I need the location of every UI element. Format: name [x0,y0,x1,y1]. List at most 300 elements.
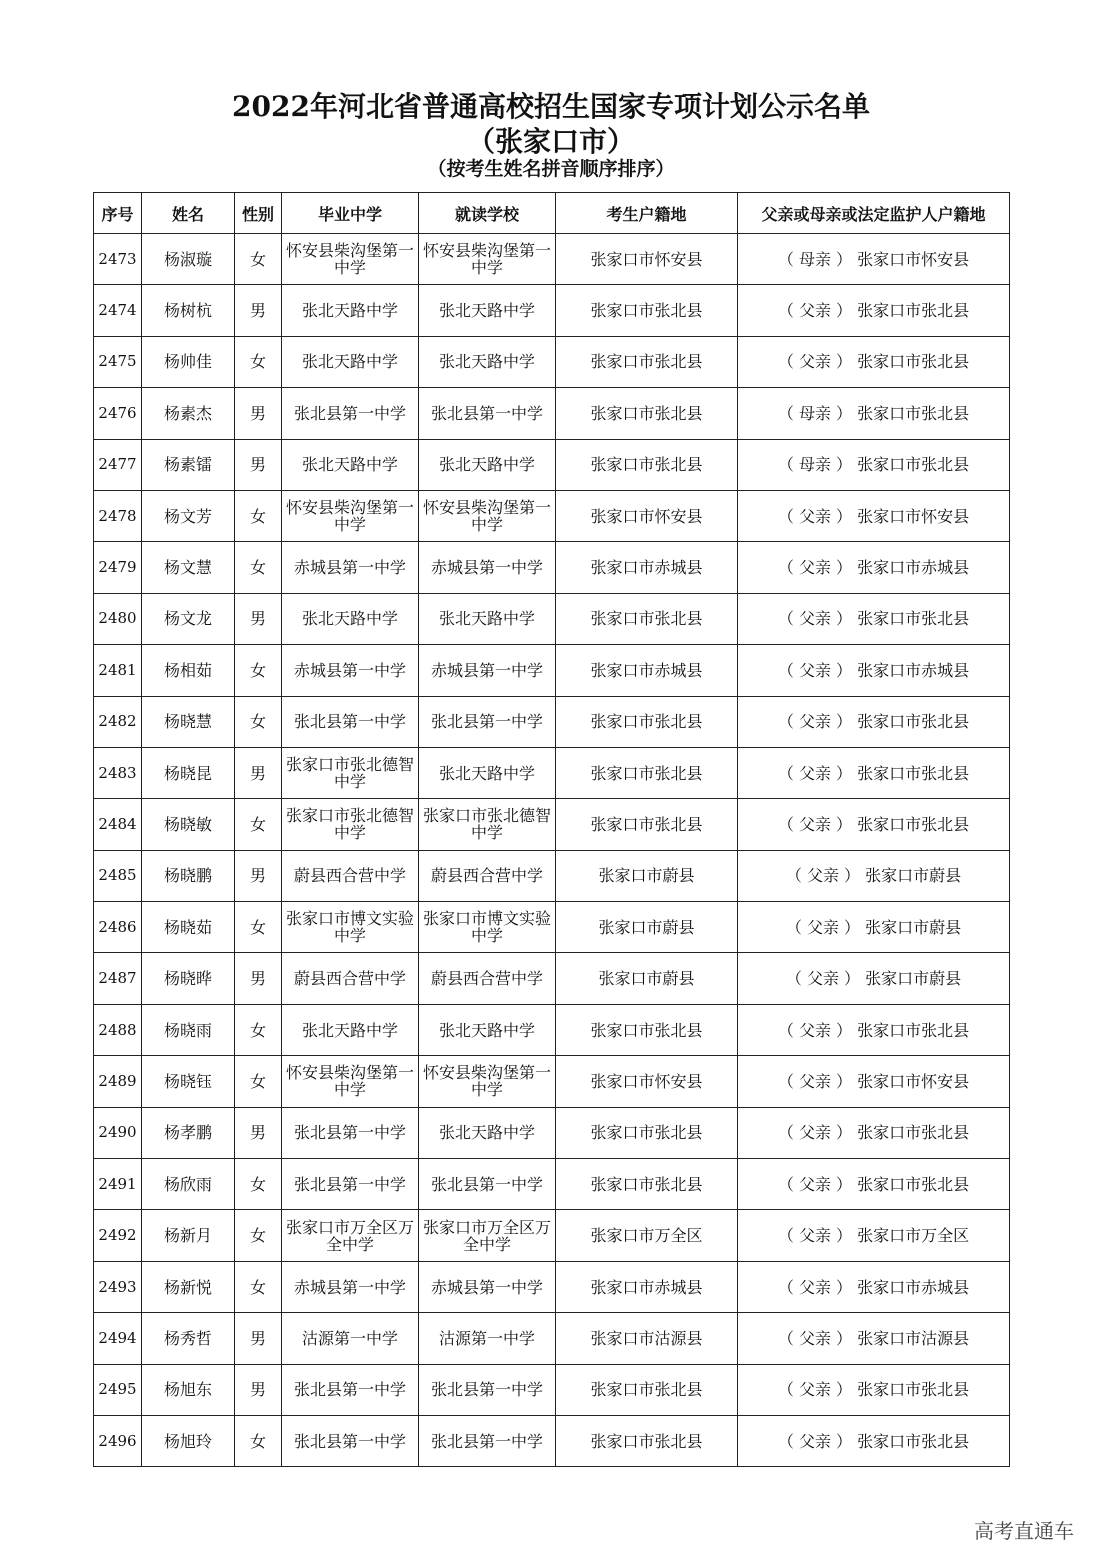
cell-current-school-text: 张北天路中学 [438,1020,535,1040]
cell-seq-text: 2482 [98,712,137,731]
cell-graduation-school-text: 张北天路中学 [301,609,398,629]
cell-graduation-school-text: 张北县第一中学 [293,1123,406,1143]
cell-name-text: 杨文芳 [163,506,212,526]
cell-seq [94,902,142,953]
cell-seq-text: 2487 [98,969,137,988]
cell-name [142,1313,235,1364]
cell-seq [94,336,142,387]
cell-guardian-hukou [738,336,1010,387]
cell-examinee-hukou-text: 张家口市沽源县 [590,1328,703,1348]
cell-examinee-hukou [556,1261,738,1312]
cell-current-school-text: 张家口市万全区万全中学 [423,1217,552,1254]
cell-seq [94,542,142,593]
cell-seq-text: 2481 [98,660,137,679]
cell-graduation-school [282,490,419,541]
cell-name [142,490,235,541]
cell-guardian-hukou [738,1159,1010,1210]
cell-graduation-school-text: 赤城县第一中学 [293,660,406,680]
cell-current-school-text: 蔚县西合营中学 [430,969,543,989]
cell-gender [235,439,282,490]
cell-current-school [419,1313,556,1364]
cell-gender [235,1261,282,1312]
cell-examinee-hukou [556,1004,738,1055]
cell-gender [235,1056,282,1107]
cell-current-school [419,1004,556,1055]
cell-seq [94,953,142,1004]
cell-name-text: 杨帅佳 [163,352,212,372]
cell-current-school-text: 张北县第一中学 [430,403,543,423]
cell-gender-text: 男 [249,455,266,475]
cell-gender-text: 男 [249,1123,266,1143]
cell-seq [94,1107,142,1158]
cell-current-school [419,285,556,336]
cell-examinee-hukou-text: 张家口市张北县 [590,1431,703,1451]
cell-name [142,593,235,644]
cell-graduation-school-text: 张北县第一中学 [293,712,406,732]
cell-guardian-hukou [738,696,1010,747]
cell-name-text: 杨素杰 [163,403,212,423]
cell-graduation-school-text: 张家口市张北德智中学 [286,755,415,792]
cell-current-school [419,850,556,901]
table-row [94,542,1010,593]
cell-graduation-school-text: 怀安县柴沟堡第一中学 [286,241,415,278]
cell-current-school [419,336,556,387]
cell-seq-text: 2489 [98,1071,137,1090]
cell-guardian-hukou-text: （ 父亲 ） 张家口市张北县 [777,1123,970,1143]
cell-graduation-school-text: 张北天路中学 [301,1020,398,1040]
cell-graduation-school [282,1364,419,1415]
cell-guardian-hukou [738,1261,1010,1312]
cell-gender [235,747,282,798]
cell-name-text: 杨晓敏 [163,814,212,834]
cell-seq-text: 2486 [98,917,137,936]
cell-current-school [419,490,556,541]
cell-seq-text: 2485 [98,866,137,885]
cell-examinee-hukou-text: 张家口市怀安县 [590,249,703,269]
cell-guardian-hukou-text: （ 父亲 ） 张家口市怀安县 [777,506,970,526]
cell-current-school [419,953,556,1004]
cell-gender-text: 女 [249,1226,266,1246]
cell-seq [94,696,142,747]
table-row [94,490,1010,541]
cell-current-school [419,1210,556,1261]
cell-examinee-hukou [556,696,738,747]
cell-examinee-hukou [556,285,738,336]
cell-gender [235,799,282,850]
cell-gender [235,1159,282,1210]
cell-gender [235,285,282,336]
cell-guardian-hukou [738,1004,1010,1055]
cell-current-school-text: 张北县第一中学 [430,712,543,732]
table-row [94,1210,1010,1261]
cell-examinee-hukou-text: 张家口市张北县 [590,455,703,475]
cell-guardian-hukou-text: （ 父亲 ） 张家口市赤城县 [777,558,970,578]
table-row [94,1159,1010,1210]
cell-guardian-hukou [738,1107,1010,1158]
cell-gender-text: 男 [249,866,266,886]
cell-name [142,388,235,439]
cell-guardian-hukou-text: （ 父亲 ） 张家口市张北县 [777,1380,970,1400]
cell-guardian-hukou [738,953,1010,1004]
cell-seq [94,1056,142,1107]
cell-seq-text: 2484 [98,814,137,833]
table-row [94,1364,1010,1415]
cell-seq-text: 2492 [98,1226,137,1245]
cell-examinee-hukou-text: 张家口市张北县 [590,1020,703,1040]
cell-gender-text: 男 [249,763,266,783]
table-row [94,439,1010,490]
cell-examinee-hukou-text: 张家口市蔚县 [598,917,695,937]
cell-examinee-hukou [556,388,738,439]
cell-examinee-hukou [556,1364,738,1415]
cell-gender [235,1313,282,1364]
cell-examinee-hukou-text: 张家口市赤城县 [590,1277,703,1297]
cell-current-school-text: 张北县第一中学 [430,1174,543,1194]
cell-gender [235,388,282,439]
document-title: 2022年河北省普通高校招生国家专项计划公示名单 [232,90,870,123]
cell-graduation-school [282,1313,419,1364]
cell-examinee-hukou-text: 张家口市张北县 [590,1174,703,1194]
cell-name [142,1261,235,1312]
cell-name-text: 杨树杭 [163,301,212,321]
cell-name [142,953,235,1004]
cell-seq [94,490,142,541]
cell-guardian-hukou [738,1210,1010,1261]
cell-examinee-hukou [556,490,738,541]
cell-graduation-school [282,336,419,387]
cell-examinee-hukou [556,1313,738,1364]
cell-examinee-hukou [556,542,738,593]
cell-seq [94,850,142,901]
cell-guardian-hukou [738,490,1010,541]
cell-seq-text: 2477 [98,455,137,474]
cell-seq [94,439,142,490]
cell-graduation-school [282,1107,419,1158]
cell-gender [235,850,282,901]
cell-examinee-hukou [556,799,738,850]
cell-guardian-hukou-text: （ 父亲 ） 张家口市张北县 [777,814,970,834]
cell-seq [94,1004,142,1055]
cell-guardian-hukou [738,1313,1010,1364]
header-name: 姓名 [142,193,235,234]
cell-current-school [419,1107,556,1158]
cell-gender-text: 女 [249,506,266,526]
cell-seq [94,234,142,285]
cell-guardian-hukou-text: （ 父亲 ） 张家口市蔚县 [785,866,962,886]
cell-guardian-hukou [738,234,1010,285]
cell-seq [94,593,142,644]
cell-examinee-hukou-text: 张家口市怀安县 [590,1071,703,1091]
cell-graduation-school [282,593,419,644]
cell-examinee-hukou-text: 张家口市蔚县 [598,866,695,886]
cell-gender-text: 男 [249,403,266,423]
cell-current-school [419,1364,556,1415]
table-row [94,1261,1010,1312]
cell-name [142,696,235,747]
roster-table [93,192,1010,1467]
cell-name [142,336,235,387]
cell-seq-text: 2494 [98,1328,137,1347]
cell-graduation-school-text: 沽源第一中学 [301,1328,398,1348]
cell-guardian-hukou-text: （ 父亲 ） 张家口市张北县 [777,301,970,321]
table-row [94,1004,1010,1055]
cell-gender-text: 女 [249,352,266,372]
cell-graduation-school-text: 怀安县柴沟堡第一中学 [286,498,415,535]
cell-examinee-hukou-text: 张家口市张北县 [590,1123,703,1143]
cell-name-text: 杨相茹 [163,660,212,680]
cell-examinee-hukou-text: 张家口市万全区 [590,1226,703,1246]
cell-seq [94,1261,142,1312]
document-subtitle-city: （张家口市） [466,125,635,158]
cell-examinee-hukou [556,1210,738,1261]
cell-gender [235,953,282,1004]
cell-name-text: 杨文龙 [163,609,212,629]
cell-name-text: 杨素镭 [163,455,212,475]
cell-graduation-school [282,285,419,336]
document-sort-note: （按考生姓名拼音顺序排序） [427,158,675,180]
cell-current-school [419,1056,556,1107]
cell-guardian-hukou-text: （ 父亲 ） 张家口市张北县 [777,712,970,732]
cell-current-school-text: 蔚县西合营中学 [430,866,543,886]
cell-name-text: 杨孝鹏 [163,1123,212,1143]
cell-guardian-hukou-text: （ 母亲 ） 张家口市怀安县 [777,249,970,269]
cell-guardian-hukou [738,439,1010,490]
cell-guardian-hukou [738,902,1010,953]
cell-name [142,902,235,953]
cell-examinee-hukou-text: 张家口市张北县 [590,301,703,321]
table-row [94,747,1010,798]
cell-examinee-hukou-text: 张家口市怀安县 [590,506,703,526]
cell-graduation-school [282,1159,419,1210]
cell-gender-text: 女 [249,660,266,680]
cell-examinee-hukou-text: 张家口市张北县 [590,403,703,423]
cell-seq [94,1159,142,1210]
cell-name [142,1004,235,1055]
cell-graduation-school-text: 张家口市张北德智中学 [286,806,415,843]
cell-graduation-school [282,1210,419,1261]
cell-graduation-school-text: 张北县第一中学 [293,1431,406,1451]
cell-seq [94,645,142,696]
cell-name [142,850,235,901]
cell-current-school-text: 张北天路中学 [438,352,535,372]
cell-name-text: 杨淑璇 [163,249,212,269]
table-row [94,696,1010,747]
cell-current-school [419,593,556,644]
cell-guardian-hukou [738,1415,1010,1466]
cell-name-text: 杨文慧 [163,558,212,578]
cell-current-school-text: 张北天路中学 [438,609,535,629]
cell-name-text: 杨旭玲 [163,1431,212,1451]
cell-gender [235,902,282,953]
cell-examinee-hukou-text: 张家口市张北县 [590,352,703,372]
cell-gender [235,696,282,747]
cell-examinee-hukou-text: 张家口市赤城县 [590,558,703,578]
cell-gender [235,645,282,696]
table-row [94,1107,1010,1158]
table-row [94,850,1010,901]
cell-guardian-hukou-text: （ 父亲 ） 张家口市张北县 [777,352,970,372]
cell-name-text: 杨晓慧 [163,712,212,732]
cell-guardian-hukou-text: （ 父亲 ） 张家口市蔚县 [785,917,962,937]
cell-graduation-school-text: 赤城县第一中学 [293,1277,406,1297]
table-row [94,953,1010,1004]
cell-name-text: 杨欣雨 [163,1174,212,1194]
cell-seq-text: 2490 [98,1123,137,1142]
cell-current-school [419,1261,556,1312]
table-row [94,1415,1010,1466]
cell-gender [235,1415,282,1466]
cell-guardian-hukou-text: （ 父亲 ） 张家口市蔚县 [785,969,962,989]
cell-graduation-school [282,953,419,1004]
cell-graduation-school-text: 怀安县柴沟堡第一中学 [286,1063,415,1100]
cell-gender-text: 女 [249,249,266,269]
table-row [94,336,1010,387]
cell-graduation-school-text: 张北县第一中学 [293,403,406,423]
cell-gender-text: 女 [249,712,266,732]
cell-seq-text: 2474 [98,301,137,320]
cell-guardian-hukou-text: （ 母亲 ） 张家口市张北县 [777,455,970,475]
cell-examinee-hukou [556,1415,738,1466]
header-graduation-school: 毕业中学 [282,193,419,234]
cell-current-school-text: 沽源第一中学 [438,1328,535,1348]
cell-current-school-text: 张北县第一中学 [430,1431,543,1451]
cell-name-text: 杨秀哲 [163,1328,212,1348]
cell-gender-text: 女 [249,1071,266,1091]
cell-name-text: 杨新悦 [163,1277,212,1297]
cell-guardian-hukou [738,285,1010,336]
cell-guardian-hukou-text: （ 母亲 ） 张家口市张北县 [777,403,970,423]
cell-name-text: 杨晓雨 [163,1020,212,1040]
table-row [94,285,1010,336]
cell-gender-text: 女 [249,558,266,578]
cell-current-school [419,696,556,747]
cell-gender [235,234,282,285]
cell-graduation-school [282,799,419,850]
cell-examinee-hukou-text: 张家口市张北县 [590,763,703,783]
cell-seq [94,747,142,798]
header-current-school: 就读学校 [419,193,556,234]
cell-current-school-text: 张北天路中学 [438,1123,535,1143]
table-row [94,593,1010,644]
cell-examinee-hukou [556,1056,738,1107]
cell-examinee-hukou [556,953,738,1004]
cell-name [142,234,235,285]
cell-seq [94,1313,142,1364]
cell-gender-text: 男 [249,1380,266,1400]
cell-guardian-hukou-text: （ 父亲 ） 张家口市张北县 [777,609,970,629]
cell-examinee-hukou [556,1107,738,1158]
cell-current-school [419,1415,556,1466]
cell-current-school [419,747,556,798]
cell-current-school [419,645,556,696]
cell-examinee-hukou-text: 张家口市张北县 [590,1380,703,1400]
cell-seq [94,1415,142,1466]
table-row [94,1313,1010,1364]
cell-gender [235,542,282,593]
cell-seq [94,285,142,336]
cell-seq-text: 2476 [98,403,137,422]
cell-examinee-hukou [556,902,738,953]
cell-guardian-hukou [738,593,1010,644]
cell-guardian-hukou [738,799,1010,850]
cell-seq-text: 2480 [98,609,137,628]
cell-graduation-school [282,542,419,593]
cell-seq-text: 2475 [98,352,137,371]
cell-current-school-text: 怀安县柴沟堡第一中学 [423,1063,552,1100]
cell-guardian-hukou-text: （ 父亲 ） 张家口市赤城县 [777,660,970,680]
cell-name-text: 杨晓鹏 [163,866,212,886]
cell-guardian-hukou [738,645,1010,696]
cell-guardian-hukou-text: （ 父亲 ） 张家口市张北县 [777,1431,970,1451]
cell-graduation-school-text: 张家口市万全区万全中学 [286,1217,415,1254]
cell-gender-text: 男 [249,969,266,989]
cell-current-school-text: 张北天路中学 [438,455,535,475]
cell-guardian-hukou-text: （ 父亲 ） 张家口市张北县 [777,763,970,783]
cell-current-school [419,799,556,850]
header-gender: 性别 [235,193,282,234]
cell-name-text: 杨晓茹 [163,917,212,937]
cell-name-text: 杨旭东 [163,1380,212,1400]
cell-guardian-hukou-text: （ 父亲 ） 张家口市张北县 [777,1020,970,1040]
cell-current-school-text: 怀安县柴沟堡第一中学 [423,498,552,535]
cell-name [142,1107,235,1158]
cell-graduation-school-text: 张北天路中学 [301,455,398,475]
cell-graduation-school [282,902,419,953]
cell-seq-text: 2496 [98,1431,137,1450]
cell-gender [235,336,282,387]
cell-examinee-hukou-text: 张家口市张北县 [590,814,703,834]
cell-graduation-school-text: 张北天路中学 [301,352,398,372]
cell-name-text: 杨晓昆 [163,763,212,783]
table-row [94,902,1010,953]
cell-name [142,747,235,798]
cell-guardian-hukou [738,1364,1010,1415]
cell-name [142,645,235,696]
cell-graduation-school [282,1261,419,1312]
cell-seq [94,1210,142,1261]
cell-examinee-hukou-text: 张家口市赤城县 [590,660,703,680]
cell-seq-text: 2488 [98,1020,137,1039]
cell-guardian-hukou [738,542,1010,593]
cell-current-school-text: 怀安县柴沟堡第一中学 [423,241,552,278]
table-row [94,234,1010,285]
cell-guardian-hukou-text: （ 父亲 ） 张家口市万全区 [777,1226,970,1246]
cell-name [142,1364,235,1415]
table-row [94,1056,1010,1107]
cell-gender-text: 女 [249,1431,266,1451]
cell-graduation-school [282,234,419,285]
cell-current-school [419,542,556,593]
cell-name [142,1159,235,1210]
cell-gender-text: 男 [249,609,266,629]
table-row [94,799,1010,850]
cell-graduation-school-text: 赤城县第一中学 [293,558,406,578]
table-header-row [94,193,1010,234]
cell-gender [235,1004,282,1055]
cell-gender-text: 男 [249,1328,266,1348]
cell-graduation-school [282,850,419,901]
cell-examinee-hukou [556,439,738,490]
cell-current-school-text: 赤城县第一中学 [430,660,543,680]
cell-examinee-hukou-text: 张家口市张北县 [590,609,703,629]
cell-name [142,1210,235,1261]
cell-guardian-hukou [738,747,1010,798]
cell-current-school [419,234,556,285]
cell-current-school-text: 张家口市张北德智中学 [423,806,552,843]
cell-name [142,542,235,593]
cell-gender [235,593,282,644]
cell-graduation-school [282,439,419,490]
